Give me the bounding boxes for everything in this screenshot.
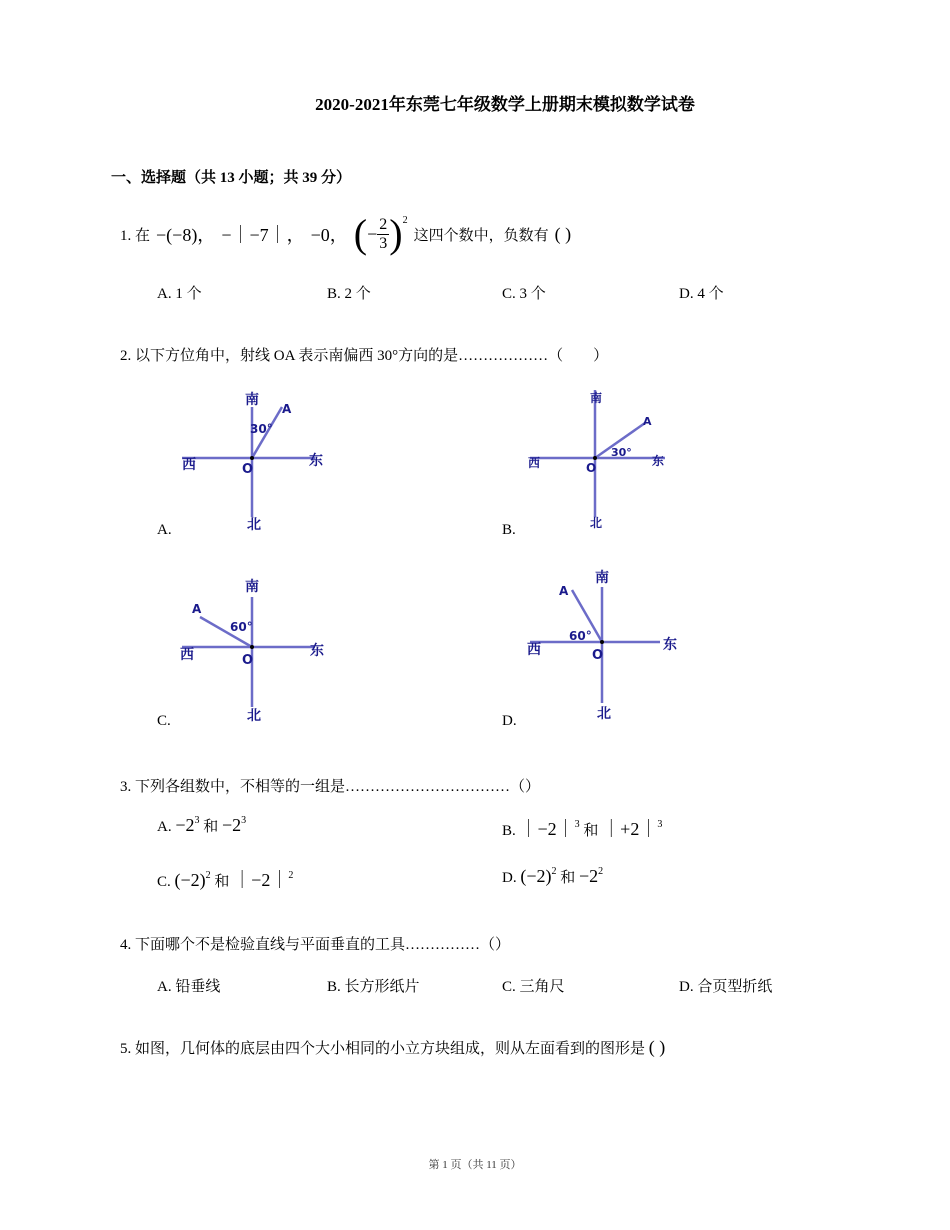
q1-expr-1: −(−8)，: [156, 225, 216, 245]
q3-option-c: [157, 866, 293, 892]
label-bottom: 北: [590, 516, 603, 530]
q1-frac-num: 2: [379, 215, 388, 233]
label-a: A: [282, 402, 292, 416]
left-expr: (−2): [174, 870, 206, 890]
left-paren: (: [353, 211, 368, 256]
label-bottom: 北: [247, 708, 261, 724]
option-label: C.: [157, 874, 171, 890]
q1-expr-3: −0，: [310, 225, 348, 245]
label-a: A: [643, 415, 652, 428]
q1-option-d: D. 4 个: [679, 286, 724, 302]
q4-option-d: D. 合页型折纸: [679, 979, 773, 995]
page-title: 2020-2021年东莞七年级数学上册期末模拟数学试卷: [315, 95, 695, 114]
label-bottom: 北: [247, 517, 261, 533]
label-o: O: [242, 462, 254, 477]
label-west: 西: [527, 642, 541, 658]
compass-diagram-a: [170, 385, 340, 535]
question-3: 3. 下列各组数中，不相等的一组是……………………………（）: [120, 779, 541, 795]
option-label: B.: [502, 823, 516, 839]
angle-label: 60°: [230, 620, 253, 634]
q1-expr-2: −｜−7｜，: [221, 225, 305, 245]
left-expr: −2: [175, 815, 195, 835]
option-label: D.: [502, 870, 517, 886]
label-west: 西: [182, 457, 196, 473]
origin-point: [250, 456, 254, 460]
left-expr: (−2): [520, 866, 552, 886]
q1-suffix: 这四个数中，负数有: [413, 227, 549, 244]
label-east: 东: [309, 453, 323, 469]
left-expr: ｜−2｜: [519, 819, 575, 839]
page-footer: 第 1 页（共 11 页）: [428, 1159, 522, 1171]
left-power: 3: [574, 819, 580, 830]
label-bottom: 北: [597, 706, 611, 722]
right-power: 2: [288, 870, 294, 881]
q4-option-b: B. 长方形纸片: [327, 979, 420, 995]
and-text: 和: [214, 874, 230, 890]
label-o: O: [592, 648, 604, 663]
left-power: 2: [551, 866, 557, 877]
q5-answer-paren: ( ): [648, 1037, 666, 1057]
label-a: A: [192, 602, 202, 616]
right-expr: −2: [222, 815, 242, 835]
label-west: 西: [528, 456, 541, 470]
q1-fraction-expr: [353, 211, 408, 256]
angle-label: 60°: [569, 629, 592, 643]
question-5: [120, 1037, 665, 1058]
right-paren: ): [389, 211, 403, 256]
origin-point: [593, 456, 597, 460]
q1-option-b: B. 2 个: [327, 286, 371, 302]
right-power: 2: [598, 866, 604, 877]
label-top: 南: [590, 391, 603, 405]
question-4: 4. 下面哪个不是检验直线与平面垂直的工具……………（）: [120, 937, 511, 953]
and-text: 和: [583, 823, 599, 839]
q1-prefix: 1. 在: [120, 227, 151, 244]
label-top: 南: [245, 392, 259, 408]
origin-point: [600, 640, 604, 644]
compass-diagram-c: [170, 575, 340, 725]
compass-diagram-b: [520, 385, 690, 535]
label-top: 南: [595, 570, 609, 586]
label-west: 西: [180, 647, 194, 663]
q1-option-c: C. 3 个: [502, 286, 546, 302]
compass-diagram-d: [520, 565, 690, 725]
question-1: [120, 208, 571, 260]
left-power: 2: [205, 870, 211, 881]
q1-fraction: [377, 216, 389, 253]
angle-label: 30°: [250, 422, 273, 436]
q1-option-a: A. 1 个: [157, 286, 202, 302]
q3-option-a: [157, 815, 246, 836]
label-east: 东: [663, 637, 677, 653]
label-o: O: [242, 653, 254, 668]
label-east: 东: [652, 454, 665, 468]
right-expr: ｜+2｜: [602, 819, 658, 839]
question-2: 2. 以下方位角中，射线 OA 表示南偏西 30°方向的是………………（ ）: [120, 348, 609, 364]
and-text: 和: [203, 819, 219, 835]
q2-option-a: A.: [157, 522, 172, 538]
q3-option-b: [502, 815, 662, 841]
right-expr: ｜−2｜: [233, 870, 289, 890]
q1-frac-sign: −: [367, 223, 378, 244]
origin-point: [250, 645, 254, 649]
right-power: 3: [241, 815, 247, 826]
q1-frac-den: 3: [379, 234, 388, 252]
left-power: 3: [194, 815, 200, 826]
q4-option-c: C. 三角尺: [502, 979, 565, 995]
q2-option-c: C.: [157, 713, 171, 729]
q5-stem: 5. 如图，几何体的底层由四个大小相同的小立方块组成，则从左面看到的图形是: [120, 1041, 646, 1057]
right-power: 3: [657, 819, 663, 830]
q1-power: 2: [402, 214, 408, 226]
q3-option-d: [502, 866, 603, 887]
label-a: A: [559, 584, 569, 598]
label-o: O: [586, 461, 597, 475]
section-heading: 一、选择题（共 13 小题；共 39 分）: [111, 170, 352, 186]
q2-option-b: B.: [502, 522, 516, 538]
label-top: 南: [245, 579, 259, 595]
right-expr: −2: [579, 866, 599, 886]
and-text: 和: [560, 870, 576, 886]
q1-answer-paren: ( ): [554, 223, 572, 244]
q4-option-a: A. 铅垂线: [157, 979, 221, 995]
label-east: 东: [310, 643, 324, 659]
option-label: A.: [157, 819, 172, 835]
angle-label: 30°: [611, 446, 632, 459]
q2-option-d: D.: [502, 713, 517, 729]
